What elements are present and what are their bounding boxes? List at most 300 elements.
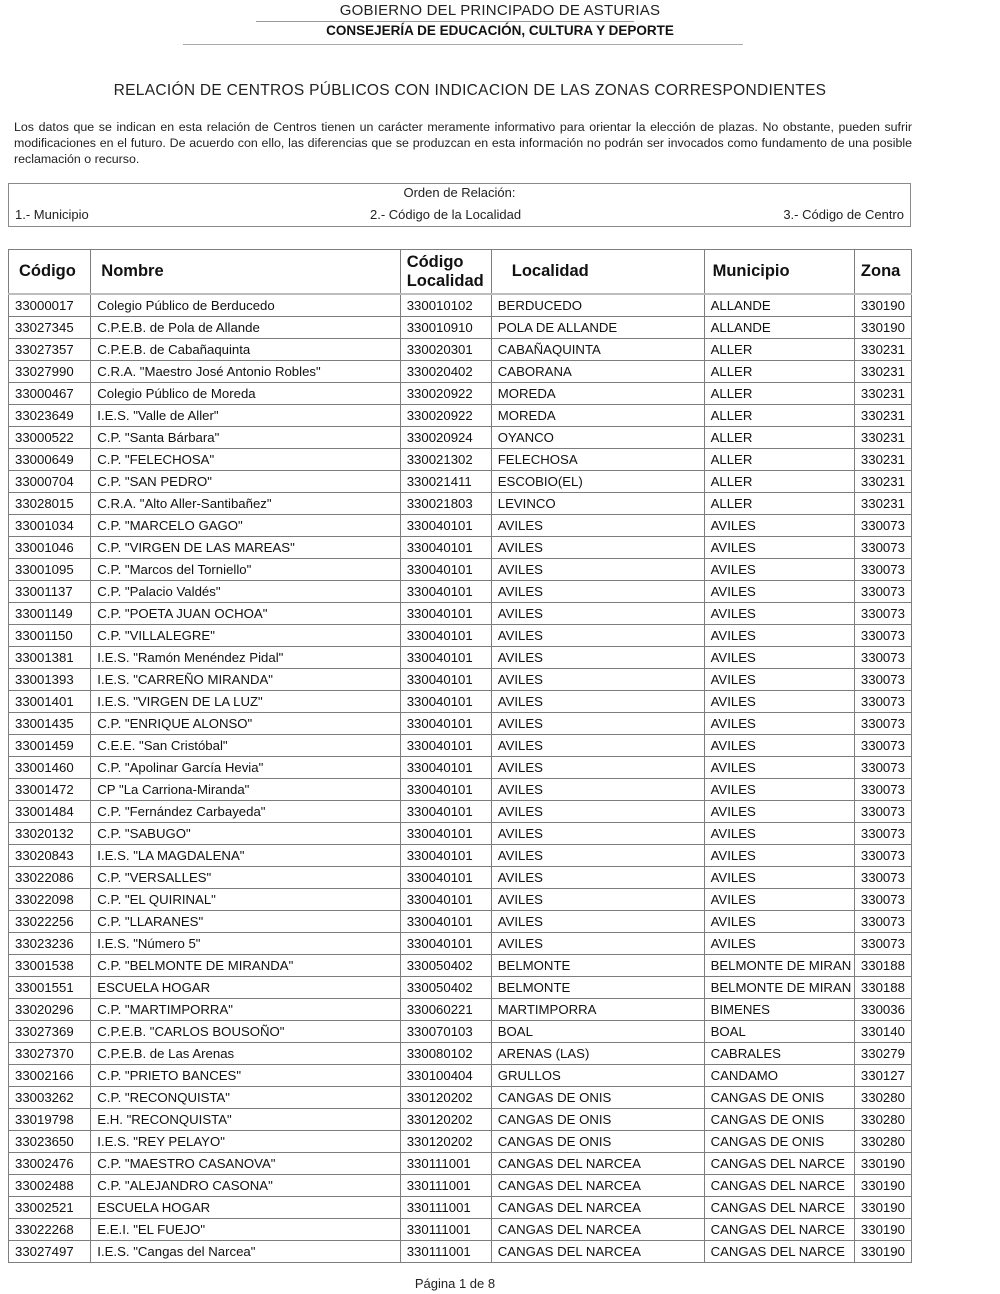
cell-zona: 330073 — [854, 581, 911, 603]
table-row — [9, 1131, 912, 1153]
cell-localidad: AVILES — [491, 713, 704, 735]
cell-localidad: LEVINCO — [491, 493, 704, 515]
header-divider — [256, 21, 634, 22]
cell-nombre: C.P. "VILLALEGRE" — [91, 625, 400, 647]
cell-localidad: CANGAS DEL NARCEA — [491, 1175, 704, 1197]
table-row — [9, 603, 912, 625]
cell-codigo-localidad: 330050402 — [400, 977, 491, 999]
cell-municipio: AVILES — [704, 713, 854, 735]
cell-zona: 330190 — [854, 1153, 911, 1175]
cell-localidad: CABAÑAQUINTA — [491, 339, 704, 361]
cell-codigo-localidad: 330111001 — [400, 1153, 491, 1175]
cell-nombre: C.P.E.B. "CARLOS BOUSOÑO" — [91, 1021, 400, 1043]
cell-municipio: CANGAS DE ONIS — [704, 1131, 854, 1153]
cell-codigo-localidad: 330120202 — [400, 1131, 491, 1153]
cell-zona: 330073 — [854, 559, 911, 581]
table-row — [9, 933, 912, 955]
cell-localidad: AVILES — [491, 823, 704, 845]
cell-municipio: ALLER — [704, 405, 854, 427]
cell-nombre: C.P. "ENRIQUE ALONSO" — [91, 713, 400, 735]
column-header-nombre: Nombre — [91, 250, 400, 295]
table-row — [9, 1175, 912, 1197]
cell-zona: 330073 — [854, 933, 911, 955]
cell-nombre: C.P.E.B. de Cabañaquinta — [91, 339, 400, 361]
column-header-codigo: Código — [9, 250, 91, 295]
cell-localidad: MOREDA — [491, 405, 704, 427]
cell-codigo: 33020132 — [9, 823, 91, 845]
cell-nombre: C.P. "FELECHOSA" — [91, 449, 400, 471]
cell-codigo: 33023649 — [9, 405, 91, 427]
cell-municipio: ALLER — [704, 427, 854, 449]
cell-codigo: 33002476 — [9, 1153, 91, 1175]
cell-localidad: AVILES — [491, 515, 704, 537]
cell-municipio: AVILES — [704, 889, 854, 911]
cell-codigo-localidad: 330111001 — [400, 1219, 491, 1241]
cell-codigo-localidad: 330111001 — [400, 1197, 491, 1219]
cell-localidad: AVILES — [491, 669, 704, 691]
cell-municipio: BOAL — [704, 1021, 854, 1043]
cell-zona: 330231 — [854, 339, 911, 361]
cell-codigo: 33023650 — [9, 1131, 91, 1153]
cell-localidad: FELECHOSA — [491, 449, 704, 471]
cell-localidad: CABORANA — [491, 361, 704, 383]
cell-codigo-localidad: 330040101 — [400, 537, 491, 559]
table-row — [9, 713, 912, 735]
page-number: Página 1 de 8 — [414, 1276, 496, 1291]
cell-zona: 330073 — [854, 823, 911, 845]
cell-localidad: GRULLOS — [491, 1065, 704, 1087]
cell-codigo-localidad: 330040101 — [400, 691, 491, 713]
cell-zona: 330190 — [854, 1219, 911, 1241]
table-row — [9, 1087, 912, 1109]
cell-nombre: C.P. "RECONQUISTA" — [91, 1087, 400, 1109]
cell-zona: 330231 — [854, 471, 911, 493]
cell-codigo: 33001150 — [9, 625, 91, 647]
cell-municipio: ALLANDE — [704, 317, 854, 339]
cell-codigo-localidad: 330060221 — [400, 999, 491, 1021]
table-row — [9, 647, 912, 669]
cell-municipio: ALLER — [704, 361, 854, 383]
cell-localidad: AVILES — [491, 537, 704, 559]
cell-nombre: C.P. "SABUGO" — [91, 823, 400, 845]
cell-codigo: 33001393 — [9, 669, 91, 691]
cell-codigo: 33027357 — [9, 339, 91, 361]
cell-zona: 330073 — [854, 625, 911, 647]
cell-nombre: C.P. "POETA JUAN OCHOA" — [91, 603, 400, 625]
disclaimer-text: Los datos que se indican en esta relación de Centros tienen un carácter meramente informativo para orientar la elección de plazas. No obstante, pueden sufrir modificaciones en el futuro. De acuerdo con ello, las diferencias que se produzcan en esta información no podrán ser invocados como fundamento de una posible reclamación o recurso. — [14, 120, 912, 166]
table-row — [9, 1197, 912, 1219]
cell-zona: 330231 — [854, 449, 911, 471]
cell-zona: 330073 — [854, 669, 911, 691]
table-row — [9, 977, 912, 999]
cell-municipio: AVILES — [704, 691, 854, 713]
cell-codigo-localidad: 330040101 — [400, 801, 491, 823]
cell-codigo: 33000467 — [9, 383, 91, 405]
cell-municipio: CANGAS DEL NARCE — [704, 1241, 854, 1263]
cell-codigo-localidad: 330021411 — [400, 471, 491, 493]
cell-codigo-localidad: 330040101 — [400, 779, 491, 801]
cell-codigo-localidad: 330021302 — [400, 449, 491, 471]
cell-zona: 330036 — [854, 999, 911, 1021]
cell-localidad: CANGAS DEL NARCEA — [491, 1219, 704, 1241]
column-header-codigo-localidad-line1: Código — [406, 252, 464, 271]
order-item-codigo-localidad: 2.- Código de la Localidad — [370, 207, 522, 222]
cell-codigo: 33001046 — [9, 537, 91, 559]
cell-zona: 330231 — [854, 405, 911, 427]
cell-municipio: AVILES — [704, 801, 854, 823]
cell-zona: 330190 — [854, 1241, 911, 1263]
cell-localidad: AVILES — [491, 933, 704, 955]
cell-codigo-localidad: 330040101 — [400, 889, 491, 911]
cell-codigo: 33001401 — [9, 691, 91, 713]
column-header-localidad: Localidad — [491, 250, 704, 295]
cell-nombre: Colegio Público de Moreda — [91, 383, 400, 405]
cell-nombre: C.P.E.B. de Pola de Allande — [91, 317, 400, 339]
table-header-row — [9, 250, 912, 295]
cell-codigo: 33000017 — [9, 294, 91, 317]
cell-localidad: AVILES — [491, 625, 704, 647]
cell-codigo: 33027497 — [9, 1241, 91, 1263]
cell-localidad: OYANCO — [491, 427, 704, 449]
cell-localidad: AVILES — [491, 647, 704, 669]
cell-nombre: I.E.S. "Número 5" — [91, 933, 400, 955]
cell-codigo: 33001034 — [9, 515, 91, 537]
cell-codigo: 33022086 — [9, 867, 91, 889]
cell-municipio: AVILES — [704, 603, 854, 625]
cell-codigo-localidad: 330010102 — [400, 294, 491, 317]
cell-codigo: 33001137 — [9, 581, 91, 603]
cell-zona: 330231 — [854, 383, 911, 405]
cell-codigo: 33002166 — [9, 1065, 91, 1087]
cell-zona: 330073 — [854, 779, 911, 801]
cell-codigo: 33028015 — [9, 493, 91, 515]
table-row — [9, 669, 912, 691]
cell-nombre: CP "La Carriona-Miranda" — [91, 779, 400, 801]
cell-codigo: 33000704 — [9, 471, 91, 493]
cell-codigo: 33000649 — [9, 449, 91, 471]
cell-nombre: C.P. "EL QUIRINAL" — [91, 889, 400, 911]
table-row — [9, 625, 912, 647]
cell-localidad: AVILES — [491, 889, 704, 911]
cell-codigo-localidad: 330070103 — [400, 1021, 491, 1043]
cell-nombre: C.P. "Apolinar García Hevia" — [91, 757, 400, 779]
cell-codigo-localidad: 330040101 — [400, 845, 491, 867]
cell-localidad: AVILES — [491, 757, 704, 779]
cell-municipio: ALLANDE — [704, 294, 854, 317]
cell-zona: 330280 — [854, 1131, 911, 1153]
cell-zona: 330280 — [854, 1087, 911, 1109]
cell-zona: 330073 — [854, 867, 911, 889]
column-header-municipio: Municipio — [704, 250, 854, 295]
cell-zona: 330231 — [854, 427, 911, 449]
cell-nombre: I.E.S. "Ramón Menéndez Pidal" — [91, 647, 400, 669]
table-row — [9, 779, 912, 801]
table-row — [9, 581, 912, 603]
cell-nombre: C.P. "Palacio Valdés" — [91, 581, 400, 603]
cell-codigo-localidad: 330010910 — [400, 317, 491, 339]
cell-nombre: C.R.A. "Maestro José Antonio Robles" — [91, 361, 400, 383]
cell-codigo-localidad: 330020301 — [400, 339, 491, 361]
table-row — [9, 405, 912, 427]
cell-nombre: C.P. "LLARANES" — [91, 911, 400, 933]
cell-localidad: POLA DE ALLANDE — [491, 317, 704, 339]
cell-municipio: AVILES — [704, 933, 854, 955]
cell-municipio: AVILES — [704, 537, 854, 559]
cell-municipio: AVILES — [704, 515, 854, 537]
cell-codigo: 33001484 — [9, 801, 91, 823]
cell-zona: 330127 — [854, 1065, 911, 1087]
cell-codigo-localidad: 330040101 — [400, 515, 491, 537]
table-row — [9, 735, 912, 757]
cell-zona: 330073 — [854, 515, 911, 537]
cell-zona: 330188 — [854, 955, 911, 977]
column-header-zona: Zona — [854, 250, 911, 295]
cell-zona: 330073 — [854, 713, 911, 735]
order-box — [8, 183, 911, 227]
cell-localidad: MOREDA — [491, 383, 704, 405]
table-row — [9, 867, 912, 889]
cell-zona: 330190 — [854, 1197, 911, 1219]
cell-nombre: C.E.E. "San Cristóbal" — [91, 735, 400, 757]
table-row — [9, 757, 912, 779]
cell-municipio: AVILES — [704, 757, 854, 779]
document-title: RELACIÓN DE CENTROS PÚBLICOS CON INDICACION DE LAS ZONAS CORRESPONDIENTES — [113, 82, 827, 99]
table-row — [9, 801, 912, 823]
cell-localidad: BELMONTE — [491, 977, 704, 999]
cell-nombre: I.E.S. "CARREÑO MIRANDA" — [91, 669, 400, 691]
cell-zona: 330190 — [854, 317, 911, 339]
cell-codigo: 33002521 — [9, 1197, 91, 1219]
order-title: Orden de Relación: — [403, 185, 516, 200]
cell-localidad: ARENAS (LAS) — [491, 1043, 704, 1065]
cell-municipio: CANGAS DE ONIS — [704, 1109, 854, 1131]
cell-zona: 330073 — [854, 911, 911, 933]
cell-codigo-localidad: 330040101 — [400, 911, 491, 933]
cell-codigo: 33022098 — [9, 889, 91, 911]
cell-nombre: Colegio Público de Berducedo — [91, 294, 400, 317]
cell-zona: 330073 — [854, 647, 911, 669]
cell-codigo: 33001381 — [9, 647, 91, 669]
centros-table — [8, 249, 912, 1263]
cell-nombre: C.P.E.B. de Las Arenas — [91, 1043, 400, 1065]
cell-nombre: C.P. "VIRGEN DE LAS MAREAS" — [91, 537, 400, 559]
table-row — [9, 1109, 912, 1131]
cell-nombre: C.P. "VERSALLES" — [91, 867, 400, 889]
cell-nombre: C.P. "SAN PEDRO" — [91, 471, 400, 493]
table-row — [9, 1065, 912, 1087]
cell-municipio: AVILES — [704, 823, 854, 845]
table-row — [9, 889, 912, 911]
cell-municipio: BELMONTE DE MIRAN — [704, 955, 854, 977]
cell-zona: 330231 — [854, 361, 911, 383]
cell-codigo: 33027345 — [9, 317, 91, 339]
cell-localidad: AVILES — [491, 801, 704, 823]
cell-localidad: CANGAS DE ONIS — [491, 1087, 704, 1109]
cell-zona: 330190 — [854, 294, 911, 317]
cell-codigo-localidad: 330040101 — [400, 647, 491, 669]
cell-localidad: ESCOBIO(EL) — [491, 471, 704, 493]
cell-codigo: 33027369 — [9, 1021, 91, 1043]
cell-codigo: 33022268 — [9, 1219, 91, 1241]
cell-municipio: ALLER — [704, 339, 854, 361]
cell-nombre: C.P. "ALEJANDRO CASONA" — [91, 1175, 400, 1197]
department-header: CONSEJERÍA DE EDUCACIÓN, CULTURA Y DEPORTE — [326, 23, 674, 38]
table-row — [9, 1219, 912, 1241]
cell-codigo-localidad: 330111001 — [400, 1175, 491, 1197]
table-row — [9, 493, 912, 515]
cell-codigo-localidad: 330020924 — [400, 427, 491, 449]
table-row — [9, 515, 912, 537]
cell-nombre: C.P. "BELMONTE DE MIRANDA" — [91, 955, 400, 977]
cell-codigo-localidad: 330040101 — [400, 823, 491, 845]
order-item-codigo-centro: 3.- Código de Centro — [783, 207, 904, 222]
cell-codigo: 33001472 — [9, 779, 91, 801]
cell-zona: 330073 — [854, 845, 911, 867]
table-row — [9, 911, 912, 933]
cell-localidad: AVILES — [491, 603, 704, 625]
cell-nombre: ESCUELA HOGAR — [91, 977, 400, 999]
cell-municipio: CANGAS DEL NARCE — [704, 1197, 854, 1219]
cell-zona: 330140 — [854, 1021, 911, 1043]
column-header-codigo-localidad — [400, 250, 491, 295]
cell-codigo: 33023236 — [9, 933, 91, 955]
cell-zona: 330073 — [854, 757, 911, 779]
table-row — [9, 1153, 912, 1175]
cell-codigo-localidad: 330100404 — [400, 1065, 491, 1087]
cell-zona: 330188 — [854, 977, 911, 999]
cell-codigo: 33020296 — [9, 999, 91, 1021]
cell-codigo: 33022256 — [9, 911, 91, 933]
table-row — [9, 1021, 912, 1043]
cell-municipio: BIMENES — [704, 999, 854, 1021]
cell-municipio: AVILES — [704, 867, 854, 889]
cell-municipio: AVILES — [704, 735, 854, 757]
cell-nombre: C.P. "Marcos del Torniello" — [91, 559, 400, 581]
column-header-codigo-localidad-line2: Localidad — [406, 271, 484, 290]
cell-codigo-localidad: 330040101 — [400, 735, 491, 757]
cell-municipio: CANGAS DE ONIS — [704, 1087, 854, 1109]
table-row — [9, 691, 912, 713]
cell-codigo: 33020843 — [9, 845, 91, 867]
cell-codigo: 33027990 — [9, 361, 91, 383]
cell-localidad: AVILES — [491, 559, 704, 581]
cell-codigo-localidad: 330020402 — [400, 361, 491, 383]
table-row — [9, 999, 912, 1021]
cell-codigo: 33003262 — [9, 1087, 91, 1109]
cell-zona: 330073 — [854, 735, 911, 757]
cell-codigo: 33001459 — [9, 735, 91, 757]
cell-municipio: ALLER — [704, 493, 854, 515]
cell-codigo-localidad: 330021803 — [400, 493, 491, 515]
cell-nombre: E.H. "RECONQUISTA" — [91, 1109, 400, 1131]
cell-nombre: ESCUELA HOGAR — [91, 1197, 400, 1219]
cell-municipio: AVILES — [704, 779, 854, 801]
cell-municipio: AVILES — [704, 647, 854, 669]
cell-zona: 330073 — [854, 537, 911, 559]
order-item-municipio: 1.- Municipio — [15, 207, 89, 222]
cell-zona: 330279 — [854, 1043, 911, 1065]
cell-codigo: 33001538 — [9, 955, 91, 977]
table-body — [9, 294, 912, 1263]
cell-nombre: C.P. "MARTIMPORRA" — [91, 999, 400, 1021]
cell-localidad: AVILES — [491, 779, 704, 801]
cell-codigo: 33001095 — [9, 559, 91, 581]
cell-zona: 330073 — [854, 801, 911, 823]
cell-nombre: C.P. "Fernández Carbayeda" — [91, 801, 400, 823]
cell-zona: 330231 — [854, 493, 911, 515]
table-row — [9, 845, 912, 867]
cell-zona: 330073 — [854, 889, 911, 911]
cell-zona: 330280 — [854, 1109, 911, 1131]
cell-municipio: ALLER — [704, 449, 854, 471]
table-row — [9, 471, 912, 493]
cell-localidad: CANGAS DEL NARCEA — [491, 1197, 704, 1219]
cell-nombre: I.E.S. "Valle de Aller" — [91, 405, 400, 427]
cell-localidad: CANGAS DE ONIS — [491, 1131, 704, 1153]
cell-localidad: AVILES — [491, 735, 704, 757]
table-row — [9, 537, 912, 559]
table-row — [9, 427, 912, 449]
cell-localidad: CANGAS DEL NARCEA — [491, 1241, 704, 1263]
table-row — [9, 823, 912, 845]
cell-nombre: C.P. "MAESTRO CASANOVA" — [91, 1153, 400, 1175]
cell-municipio: AVILES — [704, 669, 854, 691]
cell-codigo: 33001551 — [9, 977, 91, 999]
cell-municipio: ALLER — [704, 471, 854, 493]
cell-localidad: AVILES — [491, 691, 704, 713]
table-row — [9, 1043, 912, 1065]
table-row — [9, 559, 912, 581]
cell-localidad: CANGAS DE ONIS — [491, 1109, 704, 1131]
cell-codigo-localidad: 330111001 — [400, 1241, 491, 1263]
cell-municipio: AVILES — [704, 911, 854, 933]
table-row — [9, 1241, 912, 1263]
cell-localidad: CANGAS DEL NARCEA — [491, 1153, 704, 1175]
cell-codigo-localidad: 330040101 — [400, 933, 491, 955]
cell-codigo: 33019798 — [9, 1109, 91, 1131]
cell-codigo-localidad: 330040101 — [400, 581, 491, 603]
cell-nombre: I.E.S. "VIRGEN DE LA LUZ" — [91, 691, 400, 713]
cell-codigo-localidad: 330040101 — [400, 713, 491, 735]
table-row — [9, 383, 912, 405]
cell-zona: 330190 — [854, 1175, 911, 1197]
cell-municipio: CANGAS DEL NARCE — [704, 1153, 854, 1175]
cell-nombre: C.P. "MARCELO GAGO" — [91, 515, 400, 537]
cell-codigo: 33001460 — [9, 757, 91, 779]
cell-codigo-localidad: 330020922 — [400, 405, 491, 427]
cell-codigo: 33001149 — [9, 603, 91, 625]
cell-nombre: E.E.I. "EL FUEJO" — [91, 1219, 400, 1241]
cell-codigo-localidad: 330050402 — [400, 955, 491, 977]
cell-municipio: AVILES — [704, 625, 854, 647]
cell-localidad: BERDUCEDO — [491, 294, 704, 317]
cell-localidad: AVILES — [491, 911, 704, 933]
cell-municipio: CABRALES — [704, 1043, 854, 1065]
cell-nombre: C.P. "Santa Bárbara" — [91, 427, 400, 449]
cell-localidad: BELMONTE — [491, 955, 704, 977]
cell-codigo-localidad: 330020922 — [400, 383, 491, 405]
table-row — [9, 361, 912, 383]
table-row — [9, 449, 912, 471]
cell-localidad: MARTIMPORRA — [491, 999, 704, 1021]
cell-municipio: CANGAS DEL NARCE — [704, 1175, 854, 1197]
cell-codigo-localidad: 330040101 — [400, 625, 491, 647]
cell-codigo: 33000522 — [9, 427, 91, 449]
cell-nombre: I.E.S. "LA MAGDALENA" — [91, 845, 400, 867]
cell-municipio: BELMONTE DE MIRAN — [704, 977, 854, 999]
cell-municipio: CANDAMO — [704, 1065, 854, 1087]
cell-codigo: 33002488 — [9, 1175, 91, 1197]
